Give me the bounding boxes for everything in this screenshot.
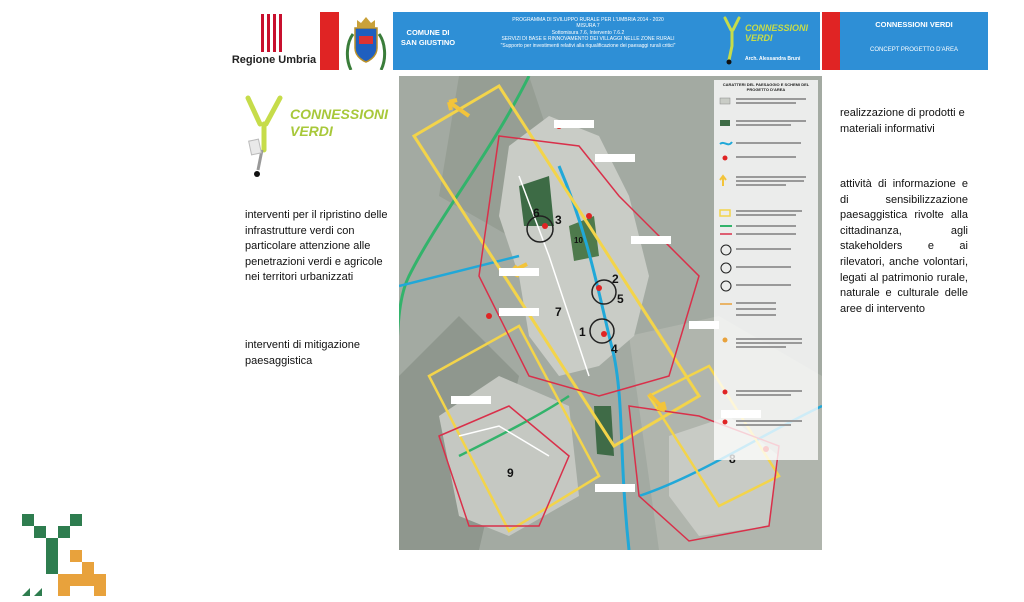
- program-line: PROGRAMMA DI SVILUPPO RURALE PER L'UMBRIA 2014 - 2020: [512, 17, 664, 23]
- map-area-number: 4: [611, 342, 618, 356]
- map-area-number: 3: [555, 213, 562, 227]
- brand-title-line1: CONNESSIONI: [290, 106, 389, 122]
- map-area-number: 1: [579, 325, 586, 339]
- left-text-item-infrastructure: interventi per il ripristino delle infrastrutture verdi con particolare attenzione alle penetrazioni verdi e agricole nei territori urbanizzati: [245, 209, 388, 284]
- footer-brand-logo: [20, 512, 110, 598]
- map-legend: [714, 80, 818, 460]
- banner-brand-name: CONNESSIONI VERDI: [745, 23, 809, 43]
- map-area-number: 2: [612, 272, 619, 286]
- right-text-item-products: realizzazione di prodotti e materiali informativi: [840, 107, 965, 135]
- map-area-number: 9: [507, 466, 514, 480]
- architect-name: Arch. Alessandra Bruni: [745, 56, 801, 62]
- map-area-number: 7: [555, 305, 562, 319]
- comune-crest-icon: [343, 12, 389, 70]
- map-area-number: 5: [617, 292, 624, 306]
- map-area-number: 10: [574, 236, 583, 245]
- program-line: Sottomisura 7.6, Intervento 7.6.2: [551, 29, 625, 36]
- green-network-icon: [244, 94, 288, 184]
- program-line: "Supporto per investimenti relativi alla riqualificazione dei paesaggi rurali critici": [500, 42, 676, 49]
- regione-umbria-label: Regione Umbria: [231, 54, 317, 66]
- regione-umbria-emblem: [261, 14, 283, 52]
- concept-map: [399, 76, 822, 550]
- program-line: SERVIZI DI BASE E RINNOVAMENTO DEI VILLAGGI NELLE ZONE RURALI: [501, 36, 675, 43]
- header-red-bar: [320, 12, 339, 70]
- program-banner: [393, 12, 820, 70]
- header-red-bar-right: [822, 12, 840, 70]
- map-area-number: 6: [533, 206, 540, 220]
- concept-subtitle: CONCEPT PROGETTO D'AREA: [870, 47, 958, 53]
- banner-brand-logo: [721, 16, 817, 66]
- brand-title-line2: VERDI: [290, 123, 333, 139]
- map-legend-title: CARATTERI DEL PAESAGGIO E SCHEMI DEL PROGETTO D'AREA: [722, 82, 810, 92]
- concept-title: CONNESSIONI VERDI: [875, 20, 953, 29]
- program-description: [463, 17, 713, 49]
- concept-banner: [840, 12, 988, 70]
- comune-label: COMUNE DI SAN GIUSTINO: [400, 28, 456, 47]
- right-text-item-awareness: attività di informazione e di sensibilizzazione paesaggistica rivolte alla cittadinanza, agli stakeholders e ai rilevatori, anche volontari, legati al patrimonio rurale, naturale e culturale delle aree di intervento: [840, 178, 968, 315]
- connessioni-verdi-icon: [721, 16, 745, 66]
- regione-umbria-logo: [228, 12, 320, 72]
- pixel-logo-icon: [20, 512, 110, 598]
- program-line: MISURA 7: [576, 23, 600, 30]
- connessioni-verdi-logo: [244, 94, 404, 184]
- brand-title: [290, 106, 388, 140]
- map-legend-swatches: [714, 92, 818, 462]
- left-text-item-mitigation: interventi di mitigazione paesaggistica: [245, 339, 360, 367]
